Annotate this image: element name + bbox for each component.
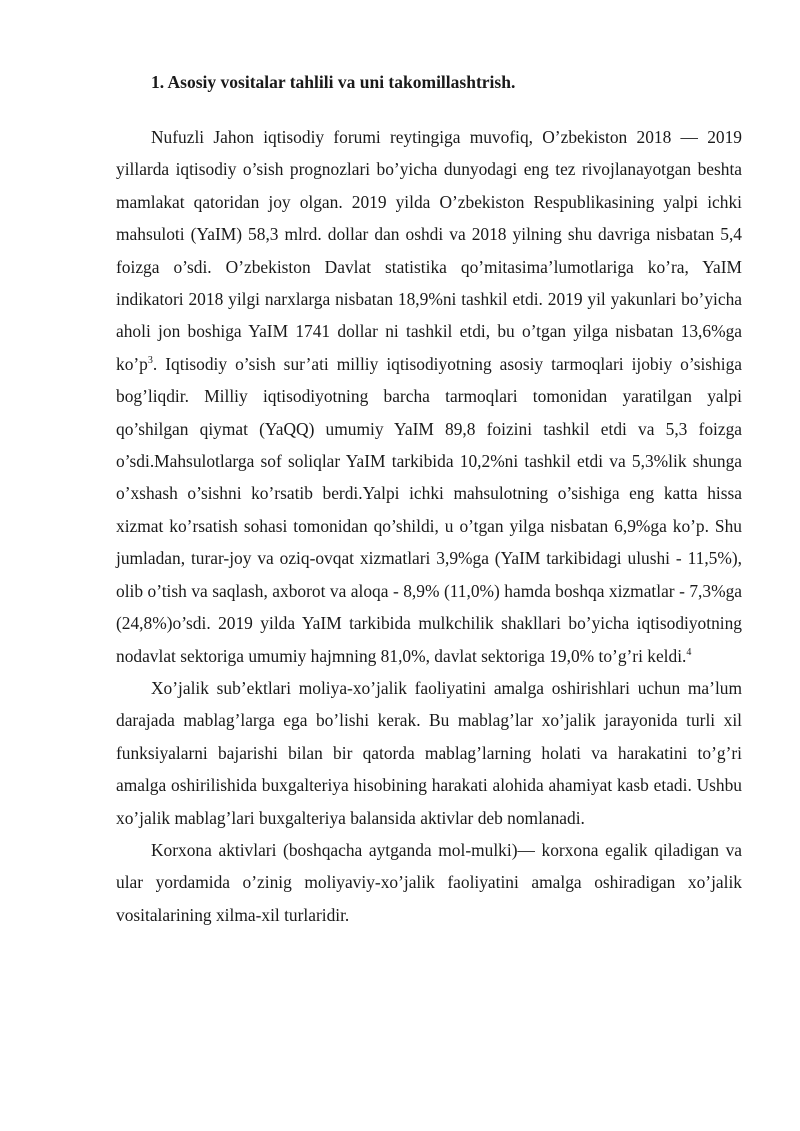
section-heading: 1. Asosiy vositalar tahlili va uni takomillashtrish. (151, 72, 516, 92)
footnote-ref-4[interactable]: 4 (686, 646, 692, 658)
body-text (116, 121, 742, 931)
paragraph-3: Korxona aktivlari (boshqacha aytganda mol-mulki)— korxona egalik qiladigan va ular yordamida o’zinig moliyaviy-xo’jalik faoliyatini amalga oshiradigan xo’jalik vositalarining xilma-xil turlaridir. (116, 839, 742, 925)
paragraph-1-text-cont: . Iqtisodiy o’sish sur’ati milliy iqtisodiyotning asosiy tarmoqlari ijobiy o’sishiga bog’liqdir. Milliy iqtisodiyotning barcha tarmoqlari tomonidan yaratilgan yalpi qo’shilgan qiymat (YaQQ) umumiy YaIM 89,8 foizini tashkil etdi va 5,3 foizga o’sdi.Mahsulotlarga sof soliqlar YaIM tarkibida 10,2%ni tashkil etdi va 5,3%lik shunga o’xshash o’sishni ko’rsatib berdi.Yalpi ichki mahsulotning o’sishiga eng katta hissa xizmat ko’rsatish sohasi tomonidan qo’shildi, u o’tgan yilga nisbatan 6,9%ga ko’p. Shu jumladan, turar-joy va oziq-ovqat xizmatlari 3,9%ga (YaIM tarkibidagi ulushi - 11,5%), olib o’tish va saqlash, axborot va aloqa - 8,9% (11,0%) hamda boshqa xizmatlar - 7,3%ga (24,8%)o’sdi. 2019 yilda YaIM tarkibida mulkchilik shakllari bo’yicha iqtisodiyotning nodavlat sektoriga umumiy hajmning 81,0%, davlat sektoriga 19,0% to’g’ri keldi. (116, 353, 742, 666)
paragraph-1-text: Nufuzli Jahon iqtisodiy forumi reytingiga muvofiq, O’zbekiston 2018 — 2019 yillarda iqtisodiy o’sish prognozlari bo’yicha dunyodagi eng tez rivojlanayotgan beshta mamlakat qatoridan joy olgan. 2019 yilda O’zbekiston Respublikasining yalpi ichki mahsuloti (YaIM) 58,3 mlrd. dollar dan oshdi va 2018 yilning shu davriga nisbatan 5,4 foizga o’sdi. O’zbekiston Davlat statistika qo’mitasima’lumotlariga ko’ra, YaIM indikatori 2018 yilgi narxlarga nisbatan 18,9%ni tashkil etdi. 2019 yil yakunlari bo’yicha aholi jon boshiga YaIM 1741 dollar ni tashkil etdi, bu o’tgan yilga nisbatan 13,6%ga ko’p (116, 127, 742, 374)
paragraph-1 (116, 121, 742, 672)
paragraph-2: Xo’jalik sub’ektlari moliya-xo’jalik faoliyatini amalga oshirishlari uchun ma’lum darajada mablag’larga ega bo’lishi kerak. Bu mablag’lar xo’jalik jarayonida turli xil funksiyalarni bajarishi bilan bir qatorda mablag’larning holati va harakatini to’g’ri amalga oshirilishida buxgalteriya hisobining harakati alohida ahamiyat kasb etadi. Ushbu xo’jalik mablag’lari buxgalteriya balansida aktivlar deb nomlanadi. (116, 677, 742, 828)
footnote-ref-3[interactable]: 3 (147, 354, 153, 366)
